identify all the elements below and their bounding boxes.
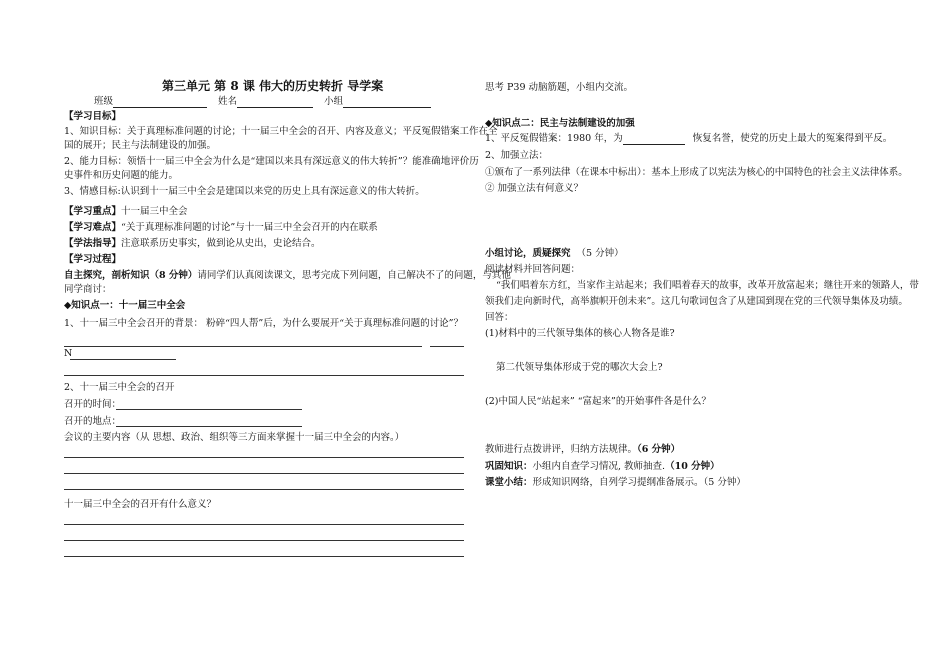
meeting-place-blank[interactable] — [116, 426, 302, 427]
focus-text: 十一届三中全会 — [121, 206, 188, 217]
answer-line[interactable] — [64, 473, 464, 474]
teacher-row — [485, 444, 680, 456]
focus-label: 【学习重点】 — [64, 206, 122, 217]
answer-line[interactable] — [64, 457, 464, 458]
knowledge-point-1: ◆知识点一：十一届三中全会 — [64, 300, 186, 311]
legislation-heading: 2、加强立法： — [485, 150, 549, 161]
answer-letter: N — [64, 348, 73, 359]
answer-line[interactable] — [64, 346, 422, 347]
reading-question-2: (2)中国人民“站起来” “富起来”的开始事件各是什么？ — [485, 396, 711, 407]
difficulty-row — [64, 222, 378, 234]
objective-1-line-2: 国的展开；民主与法制建设的加强。 — [64, 140, 217, 151]
quote-line-2: 领我们走向新时代，高举旗帜开创未来”。这几句歌词包含了从建国到现在党的三代领导集体及功绩。 — [485, 296, 908, 307]
consolidate-time: （10 分钟） — [665, 461, 720, 472]
method-text: 注意联系历史事实，做到论从史出，史论结合。 — [121, 238, 321, 249]
objective-1-line-1: 1、知识目标：关于真理标准问题的讨论；十一届三中全会的召开、内容及意义；平反冤假错案工作在全 — [64, 126, 498, 137]
legislation-item-2: ② 加强立法有何意义？ — [485, 183, 584, 194]
question-3: 十一届三中全会的召开有什么意义？ — [64, 499, 217, 510]
answer-line[interactable] — [70, 359, 176, 360]
meeting-time-label: 召开的时间： — [64, 399, 122, 410]
explore-row — [64, 270, 511, 282]
answer-line[interactable] — [64, 375, 464, 376]
page-title: 第三单元 第 8 课 伟大的历史转折 导学案 — [162, 79, 384, 93]
reading-prompt: 阅读材料并回答问题： — [485, 264, 581, 275]
answer-line[interactable] — [64, 540, 464, 541]
summary-text: 形成知识网络，自列学习提纲准备展示。（5 分钟） — [532, 477, 746, 488]
name-label: 姓名 — [218, 96, 238, 107]
objective-3: 3、情感目标:认识到十一届三中全会是建国以来党的历史上具有深远意义的伟大转折。 — [64, 186, 425, 197]
discussion-row — [485, 248, 624, 260]
group-label: 小组 — [324, 96, 344, 107]
meeting-time-blank[interactable] — [116, 409, 302, 410]
discussion-time: （5 分钟） — [576, 248, 624, 259]
answer-line[interactable] — [64, 524, 464, 525]
name-blank[interactable] — [237, 97, 313, 108]
student-info-row — [94, 96, 431, 108]
teacher-time: （6 分钟） — [637, 444, 681, 455]
summary-label: 课堂小结： — [485, 477, 533, 488]
difficulty-text: “关于真理标准问题的讨论”与十一届三中全会召开的内在联系 — [121, 222, 378, 233]
question-2: 2、十一届三中全会的召开 — [64, 382, 175, 393]
method-label: 【学法指导】 — [64, 238, 122, 249]
explore-text: 请同学们认真阅读课文，思考完成下列问题，自己解决不了的问题，与其他 — [197, 270, 511, 281]
answer-line[interactable] — [64, 489, 464, 490]
knowledge-point-2: ◆知识点二：民主与法制建设的加强 — [485, 118, 635, 129]
redress-text-b: 恢复名誉，使党的历史上最大的冤案得到平反。 — [692, 133, 893, 144]
explore-label: 自主探究，剖析知识（8 分钟） — [64, 270, 198, 281]
quote-line-1: “我们唱着东方红，当家作主站起来；我们唱着春天的故事，改革开放富起来；继往开来的领路人，带 — [496, 280, 919, 291]
answer-line[interactable] — [64, 556, 464, 557]
teacher-text: 教师进行点拨讲评，归纳方法规律。 — [485, 444, 638, 455]
objective-2-line-2: 史事件和历史问题的能力。 — [64, 170, 179, 181]
legislation-item-1: ①颁布了一系列法律（在课本中标出）：基本上形成了以宪法为核心的中国特色的社会主义法律体系。 — [485, 167, 908, 178]
group-blank[interactable] — [343, 97, 431, 108]
redress-blank[interactable] — [623, 134, 685, 145]
difficulty-label: 【学习难点】 — [64, 222, 122, 233]
objective-2-line-1: 2、能力目标：领悟十一届三中全会为什么是“建国以来具有深远意义的伟大转折”？能准确地评价历 — [64, 156, 479, 167]
answer-label: 回答： — [485, 312, 514, 323]
objectives-heading: 【学习目标】 — [64, 111, 122, 122]
question-1: 1、十一届三中全会召开的背景： 粉碎“四人帮”后，为什么要展开“关于真理标准问题的讨论”？ — [64, 318, 463, 329]
reading-question-1b: 第二代领导集体形成于党的哪次大会上? — [496, 362, 663, 373]
consolidate-row — [485, 461, 720, 473]
class-label: 班级 — [94, 96, 114, 107]
redress-row — [485, 133, 892, 145]
explore-text-2: 同学商讨： — [64, 284, 112, 295]
summary-row — [485, 477, 746, 489]
meeting-place-label: 召开的地点： — [64, 416, 122, 427]
class-blank[interactable] — [113, 97, 207, 108]
focus-row — [64, 206, 188, 218]
redress-text-a: 1、平反冤假错案：1980 年，为 — [485, 133, 623, 144]
process-heading: 【学习过程】 — [64, 254, 122, 265]
reading-question-1: (1)材料中的三代领导集体的核心人物各是谁? — [485, 328, 675, 339]
think-prompt: 思考 P39 动脑筋题，小组内交流。 — [485, 82, 634, 93]
discussion-label: 小组讨论，质疑探究 — [485, 248, 571, 259]
consolidate-label: 巩固知识： — [485, 461, 533, 472]
consolidate-text: 小组内自查学习情况, 教师抽查. — [532, 461, 666, 472]
answer-line[interactable] — [430, 346, 464, 347]
meeting-content-prompt: 会议的主要内容（从 思想、政治、组织等三方面来掌握十一届三中全会的内容。） — [64, 432, 405, 443]
method-row — [64, 238, 321, 250]
